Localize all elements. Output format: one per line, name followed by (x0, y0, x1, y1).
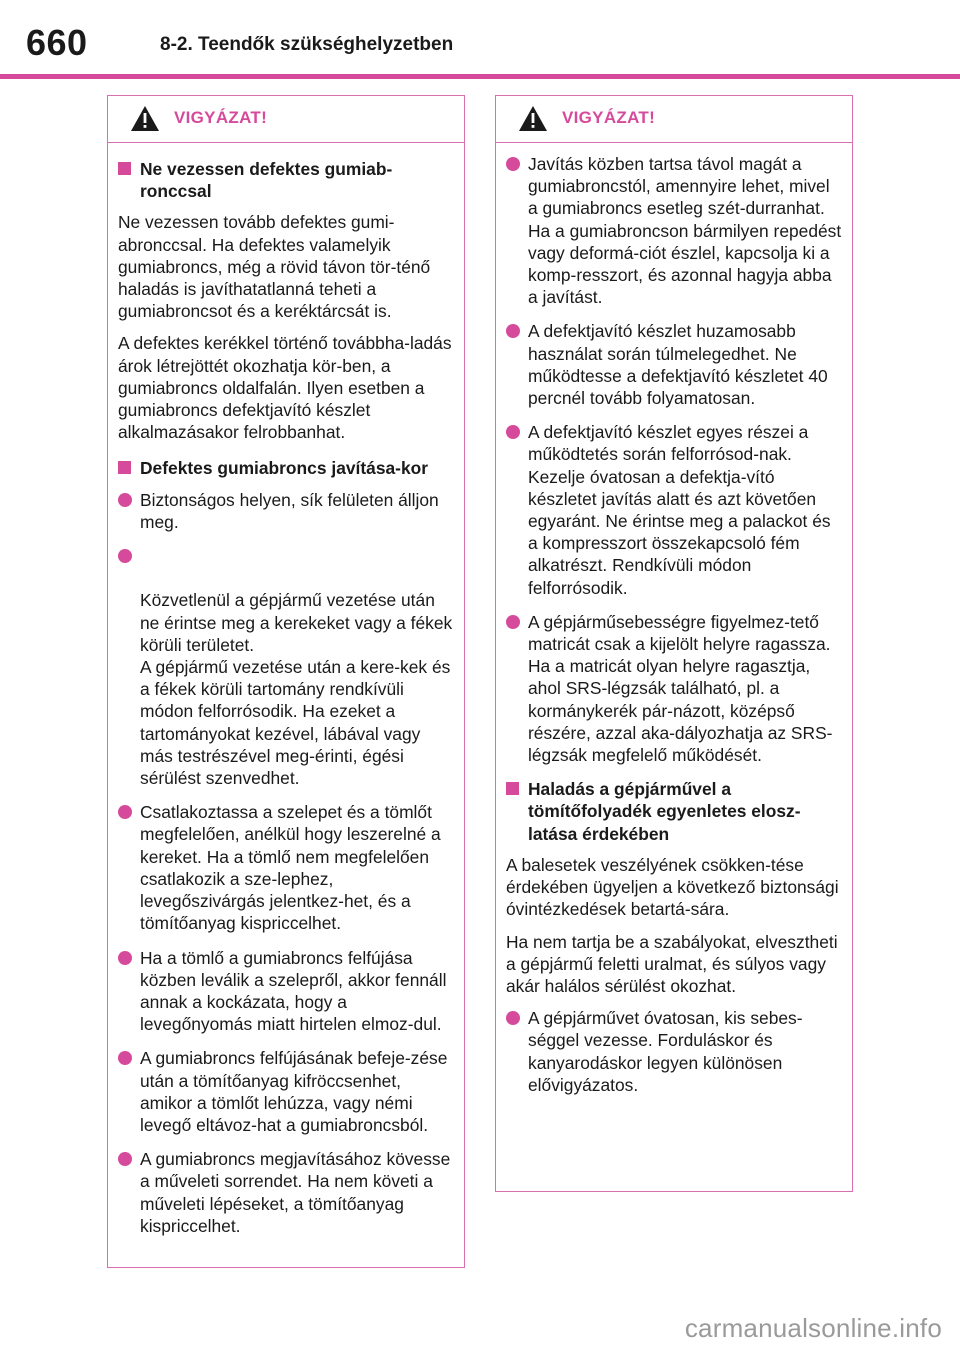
list-item-text: Ha a tömlő a gumiabroncs felfújása közben leválik a szelepről, akkor fennáll annak a kockázata, hogy a levegőnyomás miatt hirtelen elmoz-dul. (140, 947, 447, 1035)
section-title: 8-2. Teendők szükséghelyzetben (160, 34, 454, 55)
subheading (118, 457, 454, 479)
list-item-text: A gépjárműsebességre figyelmez-tető matricát csak a kijelölt helyre ragassza. Ha a matricát olyan helyre ragasztja, ahol SRS-légzsák található, pl. a kormánykerék pár-názott, középső részére, azzal aka-dályozhatja az SRS-légzsák megfelelő működését. (528, 611, 833, 766)
list-item-text: A gépjárművet óvatosan, kis sebes-séggel vezesse. Forduláskor és kanyarodáskor legyen különösen elővigyázatos. (528, 1008, 803, 1095)
subheading-text: Haladás a gépjárművel a tömítőfolyadék egyenletes elosz-latása érdekében (528, 779, 801, 844)
circle-bullet-icon (506, 425, 520, 439)
list-item-text: A gumiabroncs felfújásának befeje-zése után a tömítőanyag kifröccsenhet, amikor a tömlőt lehúzza, vagy némi levegő eltávoz-hat a gumiabroncsból. (140, 1048, 448, 1135)
warning-title: VIGYÁZAT! (174, 108, 268, 127)
list-item-text: Csatlakoztassa a szelepet és a tömlőt megfelelően, anélkül hogy leszerelné a kereket. Ha a tömlő nem megfelelően csatlakozik a sze-lephez, levegőszivárgás jelentkez-het, és a tömítőanyag kispriccelhet. (140, 802, 441, 934)
paragraph: Ne vezessen tovább defektes gumi-abronccsal. Ha defektes valamelyik gumiabroncs, még a rövid távon tör-ténő haladás is javíthatatlanná teheti a gumiabroncsot és a keréktárcsát is. (118, 212, 431, 322)
page-header (0, 0, 960, 80)
list-item (118, 489, 454, 533)
paragraph: Ha nem tartja be a szabályokat, elvesztheti a gépjármű feletti uralmat, és súlyos vagy akár halálos sérülést okozhat. (506, 931, 838, 996)
subheading (506, 778, 842, 845)
list-item-text: A defektjavító készlet egyes részei a működtetés során felforrósod-nak. Kezelje óvatosan a defektja-vító készletet javítás alatt és azt követően egyaránt. Ne érintse meg a palackot és a kompresszort összekapcsoló fém alkatrészt. Rendkívüli módon felforrósodik. (528, 422, 831, 598)
circle-bullet-icon (118, 493, 132, 507)
circle-bullet-icon (118, 1152, 132, 1166)
list-item (506, 320, 842, 409)
circle-bullet-icon (506, 615, 520, 629)
list-item (506, 611, 842, 766)
warning-box-header (108, 96, 464, 143)
warning-title: VIGYÁZAT! (562, 108, 656, 127)
list-item-text: A gumiabroncs megjavításához kövesse a műveleti sorrendet. Ha nem követi a műveleti lépéseket, a tömítőanyag kispriccelhet. (140, 1149, 451, 1236)
list-item (118, 947, 454, 1036)
warning-box-right (495, 95, 853, 1192)
list-item (118, 1047, 454, 1136)
circle-bullet-icon (506, 157, 520, 171)
warning-box-header (496, 96, 852, 143)
list-item (506, 1007, 842, 1096)
list-item-text: Javítás közben tartsa távol magát a gumiabroncstól, amennyire lehet, mivel a gumiabroncs esetleg szét-durranhat. Ha a gumiabroncson bármilyen repedést vagy deformá-ciót észlel, kapcsolja ki a komp-resszort, és azonnal hagyja abba a javítást. (528, 154, 842, 308)
list-item (118, 545, 454, 789)
subheading-text: Defektes gumiabroncs javítása-kor (140, 458, 429, 479)
circle-bullet-icon (506, 1011, 520, 1025)
square-bullet-icon (506, 782, 519, 795)
warning-triangle-icon (130, 105, 160, 132)
paragraph: A defektes kerékkel történő továbbha-ladás árok létrejöttét okozhatja kör-ben, a gumiabroncs oldalfalán. Ilyen esetben a gumiabroncs defektjavító készlet alkalmazásakor felrobbanhat. (118, 333, 452, 443)
subheading (118, 158, 454, 202)
list-item-text: A defektjavító készlet huzamosabb használat során túlmelegedhet. Ne működtesse a defektjavító készletet 40 percnél tovább folyamatosan. (528, 321, 828, 409)
list-item (118, 801, 454, 934)
header-rule (0, 74, 960, 79)
circle-bullet-icon (506, 324, 520, 338)
circle-bullet-icon (118, 951, 132, 965)
page-number: 660 (26, 22, 88, 63)
list-item (506, 153, 842, 308)
list-item-text: Közvetlenül a gépjármű vezetése után ne érintse meg a kerekeket vagy a fékek körüli területet. A gépjármű vezetése után a kere-kek és a fékek körüli tartomány rendkívüli módon felforrósodik. Ha ezeket a tartományokat kezével, lábával vagy más testrészével meg-érinti, égési sérülést szenvedhet. (140, 590, 453, 789)
warning-box-body (108, 143, 464, 1237)
watermark: carmanualsonline.info (684, 1313, 942, 1343)
circle-bullet-icon (118, 805, 132, 819)
circle-bullet-icon (118, 549, 132, 563)
square-bullet-icon (118, 461, 131, 474)
paragraph: A balesetek veszélyének csökken-tése érdekében ügyeljen a következő biztonsági óvintézkedések betartá-sára. (506, 854, 839, 920)
list-item-text: Biztonságos helyen, sík felületen álljon meg. (140, 489, 439, 532)
warning-triangle-icon (518, 105, 548, 132)
warning-box-body (496, 143, 852, 1096)
circle-bullet-icon (118, 1051, 132, 1065)
list-item (118, 1148, 454, 1237)
list-item (506, 421, 842, 599)
subheading-text: Ne vezessen defektes gumiab-ronccsal (140, 159, 393, 202)
warning-box-left (107, 95, 465, 1268)
square-bullet-icon (118, 162, 131, 175)
